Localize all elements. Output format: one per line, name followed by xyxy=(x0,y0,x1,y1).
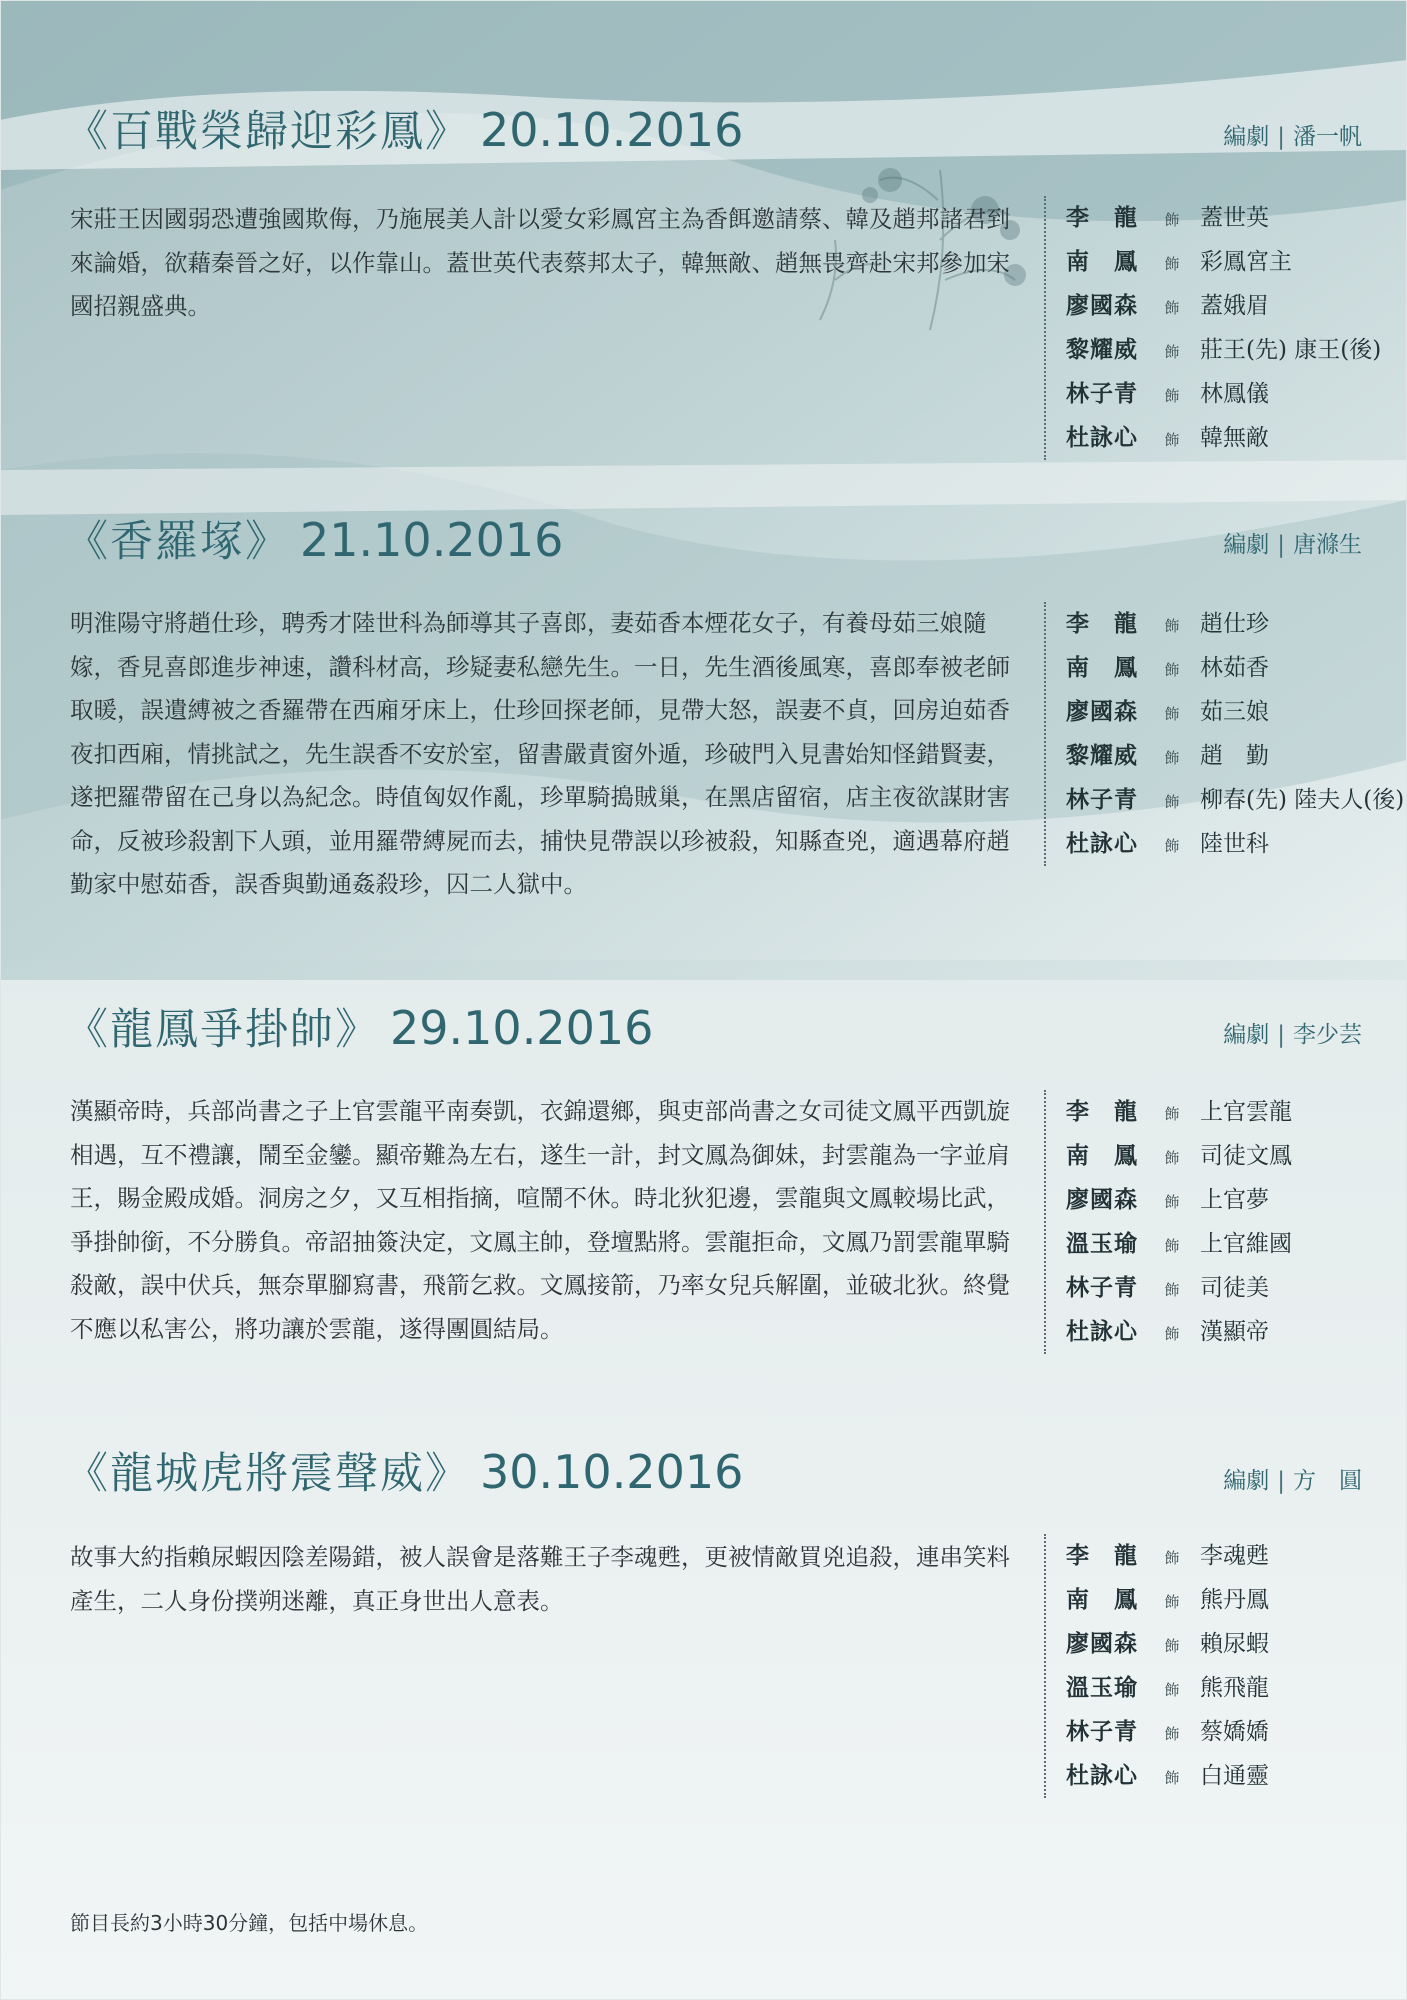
plays-as: 飾 xyxy=(1164,1769,1180,1787)
synopsis: 故事大約指賴尿蝦因陰差陽錯，被人誤會是落難王子李魂甦，更被情敵買兇追殺，連串笑料產生，二人身份撲朔迷離，真正身世出人意表。 xyxy=(70,1543,1010,1615)
actor-name: 李 龍 xyxy=(1066,1098,1138,1125)
cast-row xyxy=(1066,734,1406,778)
cast-row xyxy=(1066,1754,1406,1798)
synopsis: 漢顯帝時，兵部尚書之子上官雲龍平南奏凱，衣錦還鄉，與吏部尚書之女司徒文鳳平西凱旋相遇，互不禮讓，鬧至金鑾。顯帝難為左右，遂生一計，封文鳳為御妹，封雲龍為一字並肩王，賜金殿成婚。洞房之夕，又互相指摘，喧鬧不休。時北狄犯邊，雲龍與文鳳較場比武，爭掛帥銜，不分勝負。帝詔抽簽決定，文鳳主帥，登壇點將。雲龍拒命，文鳳乃罰雲龍單騎殺敵，誤中伏兵，無奈單腳寫書，飛箭乞救。文鳳接箭，乃率女兒兵解圍，並破北狄。終覺不應以私害公，將功讓於雲龍，遂得團圓結局。 xyxy=(70,1097,1010,1343)
show-name: 《香羅塚》 xyxy=(65,517,290,567)
plays-as: 飾 xyxy=(1164,749,1180,767)
playwright-credit: 編劇 | 方 圓 xyxy=(1223,1468,1362,1494)
running-time-note: 節目長約3小時30分鐘，包括中場休息。 xyxy=(70,1911,429,1935)
actor-name: 溫玉瑜 xyxy=(1066,1674,1138,1701)
role-name: 白通靈 xyxy=(1200,1763,1269,1789)
cast-row xyxy=(1066,196,1406,240)
plays-as: 飾 xyxy=(1164,343,1180,361)
cast-list xyxy=(1044,196,1406,460)
show-date: 30.10.2016 xyxy=(480,1445,744,1499)
actor-name: 杜詠心 xyxy=(1066,830,1138,857)
playwright-credit: 編劇 | 唐滌生 xyxy=(1223,532,1362,558)
actor-name: 南 鳳 xyxy=(1066,1586,1138,1613)
role-name: 韓無敵 xyxy=(1200,425,1269,451)
playwright-name: 李少芸 xyxy=(1293,1022,1362,1048)
plays-as: 飾 xyxy=(1164,617,1180,635)
show-name: 《龍鳳爭掛帥》 xyxy=(65,1005,380,1055)
plays-as: 飾 xyxy=(1164,1193,1180,1211)
plays-as: 飾 xyxy=(1164,299,1180,317)
playwright-credit: 編劇 | 潘一帆 xyxy=(1223,124,1362,150)
actor-name: 南 鳳 xyxy=(1066,654,1138,681)
cast-row xyxy=(1066,1266,1406,1310)
cast-list xyxy=(1044,1534,1406,1798)
show-name: 《百戰榮歸迎彩鳳》 xyxy=(65,107,470,157)
plays-as: 飾 xyxy=(1164,431,1180,449)
cast-list xyxy=(1044,602,1406,866)
role-name: 上官夢 xyxy=(1200,1187,1269,1213)
cast-row xyxy=(1066,1666,1406,1710)
role-name: 李魂甦 xyxy=(1200,1543,1269,1569)
actor-name: 杜詠心 xyxy=(1066,1762,1138,1789)
role-name: 熊丹鳳 xyxy=(1200,1587,1269,1613)
playwright-credit: 編劇 | 李少芸 xyxy=(1223,1022,1362,1048)
plays-as: 飾 xyxy=(1164,1105,1180,1123)
show-title xyxy=(65,1440,743,1501)
actor-name: 黎耀威 xyxy=(1066,742,1138,769)
actor-name: 廖國森 xyxy=(1066,1186,1138,1213)
actor-name: 李 龍 xyxy=(1066,1542,1138,1569)
cast-row xyxy=(1066,240,1406,284)
role-name: 茹三娘 xyxy=(1200,699,1269,725)
plays-as: 飾 xyxy=(1164,1325,1180,1343)
role-name: 漢顯帝 xyxy=(1200,1319,1269,1345)
cast-row xyxy=(1066,284,1406,328)
plays-as: 飾 xyxy=(1164,1149,1180,1167)
role-name: 林鳳儀 xyxy=(1200,381,1269,407)
cast-row xyxy=(1066,416,1406,460)
plays-as: 飾 xyxy=(1164,255,1180,273)
actor-name: 杜詠心 xyxy=(1066,1318,1138,1345)
cast-row xyxy=(1066,1578,1406,1622)
role-name: 司徒美 xyxy=(1200,1275,1269,1301)
show-name: 《龍城虎將震聲威》 xyxy=(65,1449,470,1499)
cast-row xyxy=(1066,690,1406,734)
playwright-label: 編劇 xyxy=(1223,1022,1270,1048)
plays-as: 飾 xyxy=(1164,661,1180,679)
playwright-label: 編劇 xyxy=(1223,532,1270,558)
plays-as: 飾 xyxy=(1164,793,1180,811)
plays-as: 飾 xyxy=(1164,1681,1180,1699)
actor-name: 林子青 xyxy=(1066,1274,1138,1301)
actor-name: 溫玉瑜 xyxy=(1066,1230,1138,1257)
role-name: 陸世科 xyxy=(1200,831,1269,857)
cast-row xyxy=(1066,1534,1406,1578)
role-name: 莊王(先) 康王(後) xyxy=(1200,337,1382,363)
cast-list xyxy=(1044,1090,1406,1354)
cast-row xyxy=(1066,602,1406,646)
plays-as: 飾 xyxy=(1164,1237,1180,1255)
cast-row xyxy=(1066,1178,1406,1222)
show-title xyxy=(65,98,743,159)
role-name: 上官維國 xyxy=(1200,1231,1292,1257)
show-date: 21.10.2016 xyxy=(300,513,564,567)
actor-name: 黎耀威 xyxy=(1066,336,1138,363)
actor-name: 廖國森 xyxy=(1066,292,1138,319)
playwright-name: 潘一帆 xyxy=(1293,124,1362,150)
role-name: 上官雲龍 xyxy=(1200,1099,1292,1125)
plays-as: 飾 xyxy=(1164,1549,1180,1567)
cast-row xyxy=(1066,1222,1406,1266)
role-name: 熊飛龍 xyxy=(1200,1675,1269,1701)
actor-name: 李 龍 xyxy=(1066,204,1138,231)
show-date: 29.10.2016 xyxy=(390,1001,654,1055)
actor-name: 廖國森 xyxy=(1066,1630,1138,1657)
cast-row xyxy=(1066,1134,1406,1178)
actor-name: 廖國森 xyxy=(1066,698,1138,725)
actor-name: 林子青 xyxy=(1066,1718,1138,1745)
synopsis: 宋莊王因國弱恐遭強國欺侮，乃施展美人計以愛女彩鳳宮主為香餌邀請蔡、韓及趙邦諸君到來論婚，欲藉秦晉之好，以作靠山。蓋世英代表蔡邦太子，韓無敵、趙無畏齊赴宋邦參加宋國招親盛典。 xyxy=(70,205,1010,320)
actor-name: 林子青 xyxy=(1066,380,1138,407)
role-name: 蔡嬌嬌 xyxy=(1200,1719,1269,1745)
role-name: 趙仕珍 xyxy=(1200,611,1269,637)
actor-name: 杜詠心 xyxy=(1066,424,1138,451)
cast-row xyxy=(1066,372,1406,416)
role-name: 司徒文鳳 xyxy=(1200,1143,1292,1169)
show-date: 20.10.2016 xyxy=(480,103,744,157)
cast-row xyxy=(1066,1622,1406,1666)
playwright-name: 方 圓 xyxy=(1293,1468,1362,1494)
cast-row xyxy=(1066,328,1406,372)
plays-as: 飾 xyxy=(1164,705,1180,723)
show-title xyxy=(65,508,563,569)
cast-row xyxy=(1066,1310,1406,1354)
cast-row xyxy=(1066,778,1406,822)
plays-as: 飾 xyxy=(1164,387,1180,405)
playwright-name: 唐滌生 xyxy=(1293,532,1362,558)
synopsis: 明淮陽守將趙仕珍，聘秀才陸世科為師導其子喜郎，妻茹香本煙花女子，有養母茹三娘隨嫁，香見喜郎進步神速，讚科材高，珍疑妻私戀先生。一日，先生酒後風寒，喜郎奉被老師取暖，誤遺縛被之香羅帶在西廂牙床上，仕珍回探老師，見帶大怒，誤妻不貞，回房迫茹香夜扣西廂，情挑試之，先生誤香不安於室，留書嚴責窗外遁，珍破門入見書始知怪錯賢妻，遂把羅帶留在己身以為紀念。時值匈奴作亂，珍單騎搗賊巢，在黑店留宿，店主夜欲謀財害命，反被珍殺割下人頭，並用羅帶縛屍而去，捕快見帶誤以珍被殺，知縣查兇，適遇幕府趙勤家中慰茹香，誤香與勤通姦殺珍，囚二人獄中。 xyxy=(70,609,1010,898)
cast-row xyxy=(1066,646,1406,690)
plays-as: 飾 xyxy=(1164,837,1180,855)
plays-as: 飾 xyxy=(1164,1637,1180,1655)
role-name: 彩鳳宮主 xyxy=(1200,249,1292,275)
cast-row xyxy=(1066,1090,1406,1134)
role-name: 蓋娥眉 xyxy=(1200,293,1269,319)
playwright-label: 編劇 xyxy=(1223,1468,1270,1494)
plays-as: 飾 xyxy=(1164,1593,1180,1611)
show-title xyxy=(65,996,653,1057)
plays-as: 飾 xyxy=(1164,1725,1180,1743)
actor-name: 李 龍 xyxy=(1066,610,1138,637)
plays-as: 飾 xyxy=(1164,1281,1180,1299)
playwright-label: 編劇 xyxy=(1223,124,1270,150)
actor-name: 林子青 xyxy=(1066,786,1138,813)
plays-as: 飾 xyxy=(1164,211,1180,229)
cast-row xyxy=(1066,1710,1406,1754)
role-name: 柳春(先) 陸夫人(後) xyxy=(1200,787,1405,813)
cast-row xyxy=(1066,822,1406,866)
actor-name: 南 鳳 xyxy=(1066,248,1138,275)
role-name: 趙 勤 xyxy=(1200,743,1269,769)
role-name: 林茹香 xyxy=(1200,655,1269,681)
role-name: 賴尿蝦 xyxy=(1200,1631,1269,1657)
actor-name: 南 鳳 xyxy=(1066,1142,1138,1169)
role-name: 蓋世英 xyxy=(1200,205,1269,231)
